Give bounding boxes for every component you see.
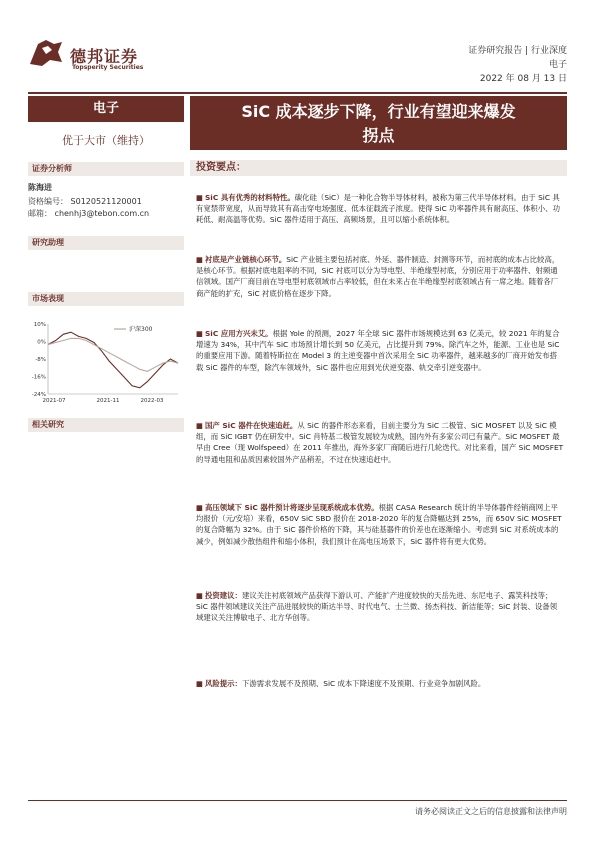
analyst-cert: 资格编号： S0120521120001 bbox=[28, 197, 142, 206]
bullet-icon: ■ bbox=[196, 329, 203, 338]
paragraph-material: ■ SiC 具有优秀的材料特性。碳化硅（SiC）是一种化合物半导体材料，被称为第三代半导体材料。由于 SiC 具有宽禁带宽度，从而导致其有高击穿电场强度、低本征载流子浓度。使得 SiC 功率器件具有耐高压、体积小、功耗低、耐高温等优势。SiC 器件适用于高压、高频场景，且可以缩小系统体积。 bbox=[196, 193, 560, 225]
legend-label: 沪深300 bbox=[129, 326, 153, 333]
report-date: 2022 年 08 月 13 日 bbox=[479, 74, 567, 84]
bullet-icon: ■ bbox=[196, 503, 203, 512]
assistant-heading: 研究助理 bbox=[28, 236, 184, 250]
bullet-icon: ■ bbox=[196, 679, 203, 688]
y-tick-label: 0% bbox=[37, 339, 46, 346]
x-tick-label: 2022-03 bbox=[140, 398, 164, 404]
key-points-heading: 投资要点： bbox=[190, 160, 567, 176]
analyst-email[interactable]: 邮箱： chenhj3@tebon.com.cn bbox=[28, 209, 150, 218]
y-tick-label: -16% bbox=[31, 374, 46, 381]
y-tick-label: -24% bbox=[31, 392, 46, 398]
footer-divider bbox=[28, 800, 567, 801]
x-tick-label: 2021-11 bbox=[96, 398, 120, 404]
bullet-icon: ■ bbox=[196, 193, 203, 202]
analyst-name: 陈海进 bbox=[28, 183, 52, 192]
x-tick-label: 2021-07 bbox=[42, 398, 66, 404]
market-performance-chart bbox=[28, 318, 184, 408]
report-type: 证券研究报告 | 行业深度 bbox=[468, 46, 567, 56]
y-tick-label: -8% bbox=[35, 357, 46, 363]
brand-name-en: Topsperity Securities bbox=[72, 64, 144, 71]
market-heading: 市场表现 bbox=[28, 292, 184, 306]
paragraph-cost: ■ 高压领域下 SiC 器件预计将逐步呈现系统成本优势。根据 CASA Research 统计的半导体器件经销商网上平均报价（元/安培）来看，650V SiC SBD 报价在 2018-2020 年的复合降幅达到 25%，而 650V SiC MOSFET 的复合降幅为 32%。由于 SiC 器件价格的下降，其与硅基器件的价差也在逐渐缩小。考虑到 SiC 对系统成本的减少，例如减少散热组件和缩小体积，我们预计在高电压场景下，SiC 器件将有更大优势。 bbox=[196, 503, 562, 546]
bullet-icon: ■ bbox=[196, 255, 203, 264]
report-title bbox=[190, 96, 567, 150]
analyst-heading: 证券分析师 bbox=[28, 162, 184, 176]
report-sector: 电子 bbox=[548, 60, 567, 70]
paragraph-substrate: ■ 衬底是产业链核心环节。SiC 产业链主要包括衬底、外延、器件制造、封测等环节，而衬底的成本占比较高，是核心环节。根据衬底电阻率的不同，SiC 衬底可以分为导电型、半绝缘型衬底，分别应用于功率器件、射频通信领域。国产厂商目前在导电型衬底领域市占率较低，但在未来占在半绝缘型衬底领域占有一席之地。随着各厂商产能的扩充，SiC 衬底价格在逐步下降。 bbox=[196, 255, 560, 298]
paragraph-risk: ■ 风险提示：下游需求发展不及预期、SiC 成本下降速度不及预期、行业竞争加剧风险。 bbox=[196, 679, 486, 688]
report-meta bbox=[468, 44, 567, 86]
paragraph-investment: ■ 投资建议：建议关注衬底领域产品获得下游认可、产能扩产进度较快的天岳先进、东尼电子、露笑科技等；SiC 器件领域建议关注产品进展较快的斯达半导、时代电气、士兰微、扬杰科技、新洁能等；SiC 封装、设备领域建议关注博敏电子、北方华创等。 bbox=[196, 591, 558, 623]
paragraph-domestic: ■ 国产 SiC 器件在快速追赶。从 SiC 的器件形态来看，目前主要分为 SiC 二极管、SiC MOSFET 以及 SiC 模组，而 SiC IGBT 仍在研发中。SiC 肖特基二极管发展较为成熟，国内外有多家公司已有量产。SiC MOSFET 最早由 Cree（现 Wolfspeed）在 2011 年推出，海外多家厂商随后进行几轮迭代。对比来看，国产 SiC MOSFET 的导通电阻和品质因素较国外产品稍差，不过在快速追赶中。 bbox=[196, 421, 564, 464]
header-divider bbox=[28, 92, 567, 94]
title-line-1: SiC 成本逐步下降，行业有望迎来爆发 bbox=[241, 102, 516, 121]
bullet-icon: ■ bbox=[196, 591, 203, 600]
brand-logo-icon bbox=[28, 38, 64, 68]
footer-disclaimer: 请务必阅读正文之后的信息披露和法律声明 bbox=[415, 807, 567, 816]
bullet-icon: ■ bbox=[196, 421, 203, 430]
related-heading: 相关研究 bbox=[28, 418, 184, 432]
rating-label: 优于大市（维持） bbox=[62, 134, 150, 147]
brand-name-cn: 德邦证券 bbox=[70, 47, 139, 66]
series-line-1 bbox=[48, 338, 178, 371]
sector-label: 电子 bbox=[28, 96, 184, 122]
series-line-0 bbox=[48, 332, 178, 388]
title-line-2: 拐点 bbox=[362, 126, 395, 145]
y-tick-label: 10% bbox=[33, 322, 46, 328]
paragraph-application: ■ SiC 应用方兴未艾。根据 Yole 的预测，2027 年全球 SiC 器件市场规模达到 63 亿美元，较 2021 年的复合增速为 34%，其中汽车 SiC 市场预计增长到 50 亿美元，占比提升到 79%。除汽车之外，能源、工业也是 SiC 的重要应用下游。随着特斯拉在 Model 3 的主逆变器中首次采用全 SiC 功率器件，越来越多的厂商开始发布搭载 SiC 器件的车型，除汽车领域外，SiC 器件也应用到光伏逆变器、轨交牵引逆变器中。 bbox=[196, 329, 560, 372]
